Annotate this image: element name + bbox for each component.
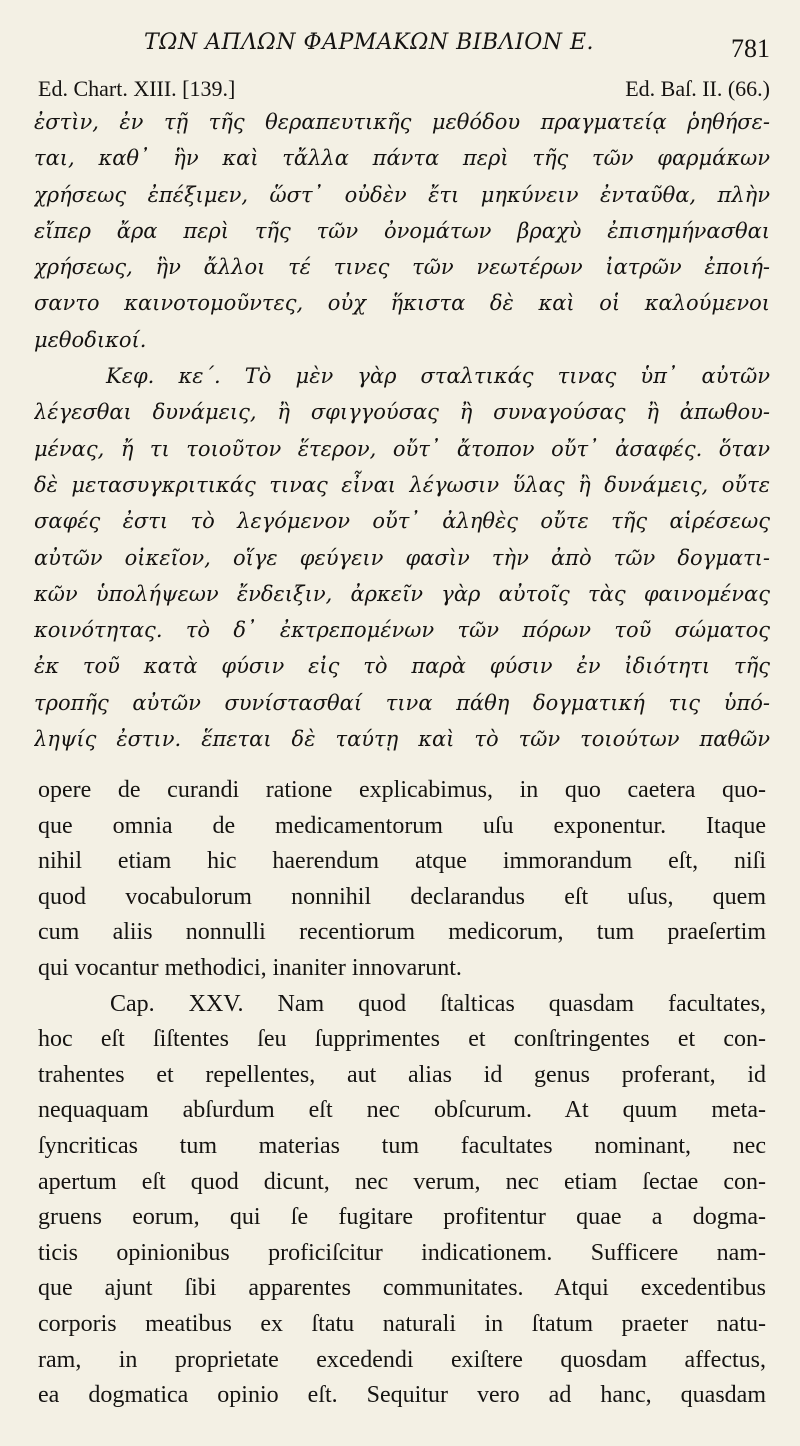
latin-line: opere de curandi ratione explicabimus, in quo caetera quo- <box>38 777 766 803</box>
latin-line: que ajunt ſibi apparentes communitates. Atqui excedentibus <box>38 1275 766 1302</box>
edition-reference-line <box>38 76 770 106</box>
greek-line: μεθοδικοί. <box>34 327 147 352</box>
greek-line: σαντο καινοτομοῦντες, οὐχ ἥκιστα δὲ καὶ οἱ καλούμενοι <box>34 291 770 316</box>
greek-text-block <box>34 104 770 757</box>
latin-line: ticis opinionibus proficiſcitur indicationem. Sufficere nam- <box>38 1239 766 1266</box>
greek-line: ἐκ τοῦ κατὰ φύσιν εἰς τὸ παρὰ φύσιν ἐν ἰδιότητι τῆς <box>34 654 770 679</box>
greek-line: ται, καθ᾽ ἣν καὶ τἄλλα πάντα περὶ τῆς τῶν φαρμάκων <box>34 146 770 171</box>
edition-basel-reference: Ed. Baſ. II. (66.) <box>625 76 770 101</box>
latin-line: ea dogmatica opinio eſt. Sequitur vero ad hanc, quasdam <box>38 1382 766 1409</box>
latin-line: quod vocabulorum nonnihil declarandus eſt uſus, quem <box>38 883 766 910</box>
latin-line: hoc eſt ſiſtentes ſeu ſupprimentes et conſtringentes et con- <box>38 1026 766 1053</box>
latin-line: corporis meatibus ex ſtatu naturali in ſtatum praeter natu- <box>38 1310 766 1337</box>
greek-line: κοινότητας. τὸ δ᾽ ἐκτρεπομένων τῶν πόρων τοῦ σώματος <box>34 618 770 643</box>
greek-chapter-heading-line: Κεφ. κε΄. Τὸ μὲν γὰρ σταλτικάς τινας ὑπ᾽ αὐτῶν <box>106 364 770 389</box>
latin-line: cum aliis nonnulli recentiorum medicorum, tum praeſertim <box>38 919 766 946</box>
latin-line: que omnia de medicamentorum uſu exponentur. Itaque <box>38 812 766 839</box>
running-head <box>38 26 770 66</box>
latin-line: nequaquam abſurdum eſt nec obſcurum. At quum meta- <box>38 1097 766 1124</box>
latin-text-block <box>38 773 766 1414</box>
greek-line: αὐτῶν οἰκεῖον, οἵγε φεύγειν φασὶν τὴν ἀπὸ τῶν δογματι- <box>34 545 770 570</box>
greek-line: χρήσεως ἐπέξιμεν, ὥστ᾽ οὐδὲν ἔτι μηκύνειν ἐνταῦθα, πλὴν <box>34 182 770 207</box>
running-title: ΤΩΝ ΑΠΛΩΝ ΦΑΡΜΑΚΩΝ ΒΙΒΛΙΟΝ Ε. <box>143 30 595 55</box>
latin-line: trahentes et repellentes, aut alias id genus proferant, id <box>38 1061 766 1088</box>
latin-line: apertum eſt quod dicunt, nec verum, nec etiam ſectae con- <box>38 1168 766 1195</box>
greek-line: σαφές ἐστι τὸ λεγόμενον οὔτ᾽ ἀληθὲς οὔτε τῆς αἱρέσεως <box>34 509 770 534</box>
latin-line: ram, in proprietate excedendi exiſtere quosdam affectus, <box>38 1346 766 1373</box>
greek-line: χρήσεως, ἣν ἄλλοι τέ τινες τῶν νεωτέρων ἰατρῶν ἐποιή- <box>34 255 770 280</box>
greek-line: δὲ μετασυγκριτικάς τινας εἶναι λέγωσιν ὕλας ἢ δυνάμεις, οὔτε <box>34 472 770 497</box>
greek-line: ληψίς ἐστιν. ἕπεται δὲ ταύτῃ καὶ τὸ τῶν τοιούτων παθῶν <box>34 727 770 752</box>
greek-line: εἴπερ ἄρα περὶ τῆς τῶν ὀνομάτων βραχὺ ἐπισημήνασθαι <box>34 218 770 243</box>
latin-line: ſyncriticas tum materias tum facultates nominant, nec <box>38 1132 766 1159</box>
greek-line: λέγεσθαι δυνάμεις, ἢ σφιγγούσας ἢ συναγούσας ἢ ἀπωθου- <box>34 400 770 425</box>
latin-line: nihil etiam hic haerendum atque immorandum eſt, niſi <box>38 848 766 875</box>
latin-line: gruens eorum, qui ſe fugitare profitentur quae a dogma- <box>38 1204 766 1231</box>
greek-line: τροπῆς αὐτῶν συνίστασθαί τινα πάθη δογματική τις ὑπό- <box>34 690 770 715</box>
edition-chartier-reference: Ed. Chart. XIII. [139.] <box>38 76 236 101</box>
greek-line: κῶν ὑπολήψεων ἔνδειξιν, ἀρκεῖν γὰρ αὐτοῖς τὰς φαινομένας <box>34 581 770 606</box>
greek-line: μένας, ἤ τι τοιοῦτον ἕτερον, οὔτ᾽ ἄτοπον οὔτ᾽ ἀσαφές. ὅταν <box>34 436 770 461</box>
page-number: 781 <box>731 34 770 63</box>
greek-line: ἐστὶν, ἐν τῇ τῆς θεραπευτικῆς μεθόδου πραγματείᾳ ῥηθήσε- <box>34 110 770 134</box>
latin-line: qui vocantur methodici, inaniter innovarunt. <box>38 954 462 981</box>
latin-chapter-heading-line: Cap. XXV. Nam quod ſtalticas quasdam facultates, <box>110 990 766 1017</box>
